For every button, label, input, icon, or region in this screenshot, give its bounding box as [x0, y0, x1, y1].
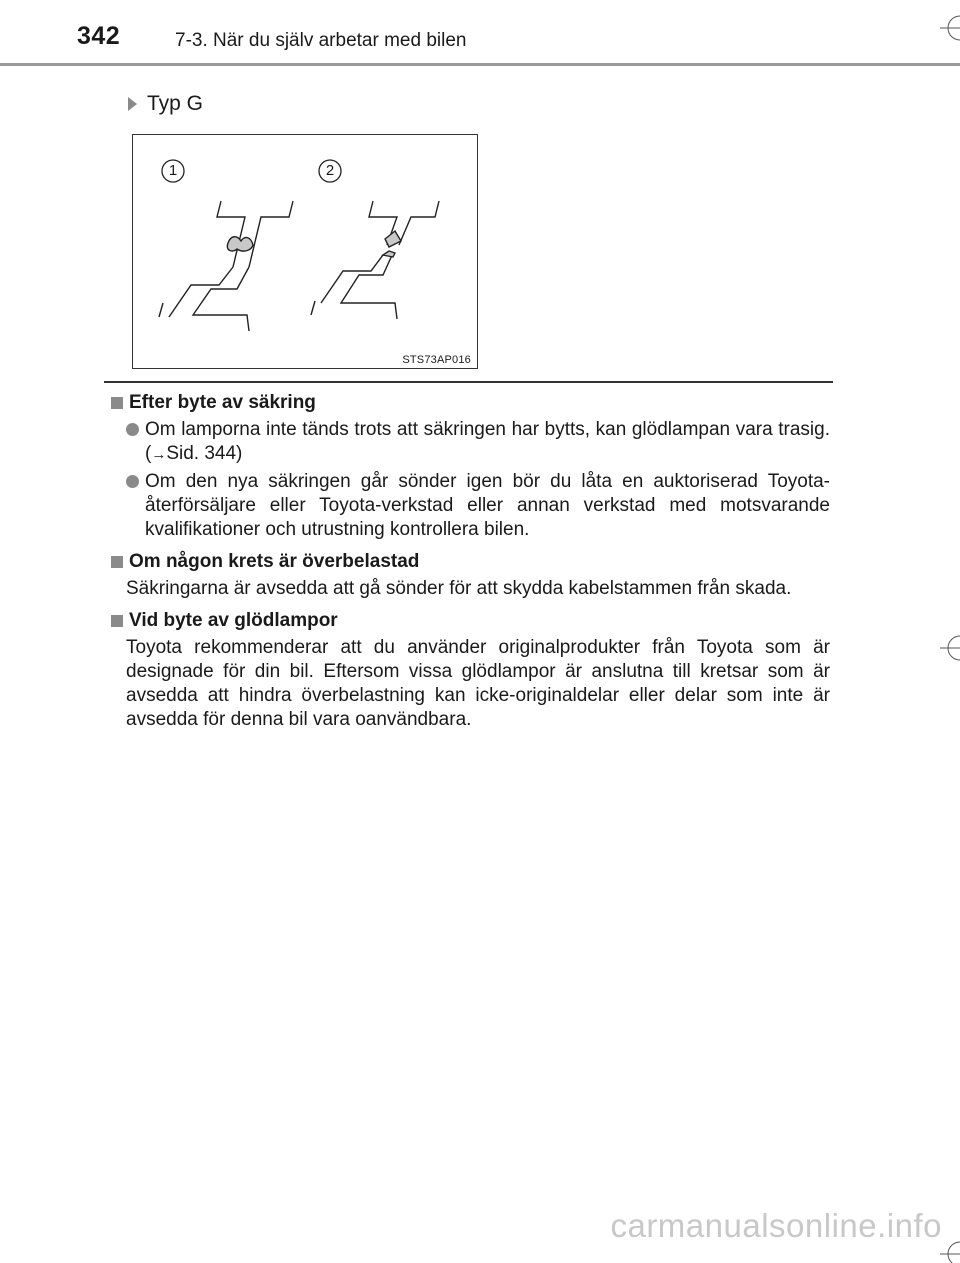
- content-body: [110, 391, 830, 732]
- heading-bulb-replacement: [110, 609, 830, 633]
- heading-after-fuse-replacement: [110, 391, 830, 415]
- callout-2: 2: [325, 162, 335, 179]
- bullet-lamps-not-lit: [110, 418, 830, 467]
- heading-circuit-overloaded: [110, 550, 830, 574]
- bullet-fuse-breaks-again: [110, 470, 830, 542]
- fuse-illustration: [132, 134, 478, 369]
- paragraph-circuit-overloaded: Säkringarna är avsedda att gå sönder för att skydda kabelstammen från skada.: [126, 578, 792, 599]
- blown-fuse-drawing: [311, 201, 439, 319]
- heading-text: Vid byte av glödlampor: [129, 610, 338, 631]
- fuse-type-label: [128, 92, 203, 116]
- callout-1: 1: [168, 162, 178, 179]
- crop-mark-right-mid: [940, 630, 960, 666]
- heading-text: Efter byte av säkring: [129, 392, 316, 413]
- fuse-type-text: Typ G: [147, 92, 204, 115]
- page-reference-link[interactable]: Sid. 344): [166, 443, 243, 464]
- triangle-marker-icon: [128, 97, 137, 111]
- image-code: STS73AP016: [402, 354, 471, 366]
- bullet-text: [145, 418, 830, 467]
- square-bullet-icon: [111, 556, 123, 568]
- round-bullet-icon: [126, 423, 139, 436]
- heading-text: Om någon krets är överbelastad: [129, 551, 420, 572]
- watermark: carmanualsonline.info: [610, 1207, 942, 1244]
- intact-fuse-drawing: [159, 201, 293, 331]
- header-rule: [0, 63, 960, 66]
- arrow-right-icon: →: [151, 446, 167, 463]
- square-bullet-icon: [111, 615, 123, 627]
- bullet-text: Om den nya säkringen går sönder igen bör du låta en auktoriserad Toyota-återförsäljare eller Toyota-verkstad eller annan verkstad med motsvarande kvalifikationer och utrustning kontrollera bilen.: [145, 471, 830, 540]
- bullet-text-main: Om lamporna inte tänds trots att säkringen har bytts, kan glödlampan vara trasig. (: [145, 419, 830, 464]
- section-rule: [104, 381, 833, 383]
- crop-mark-top-right: [940, 10, 960, 46]
- section-title: 7-3. När du själv arbetar med bilen: [175, 30, 467, 51]
- square-bullet-icon: [111, 397, 123, 409]
- crop-mark-bottom-right: [940, 1236, 960, 1263]
- round-bullet-icon: [126, 475, 139, 488]
- page-number: 342: [77, 22, 121, 50]
- paragraph-bulb-replacement: Toyota rekommenderar att du använder originalprodukter från Toyota som är designade för din bil. Eftersom vissa glödlampor är anslutna till kretsar som är avsedda att hindra överbelastning kan icke-originaldelar eller delar som inte är avsedda för denna bil vara oanvändbara.: [126, 637, 830, 730]
- fuse-drawing: [133, 135, 477, 368]
